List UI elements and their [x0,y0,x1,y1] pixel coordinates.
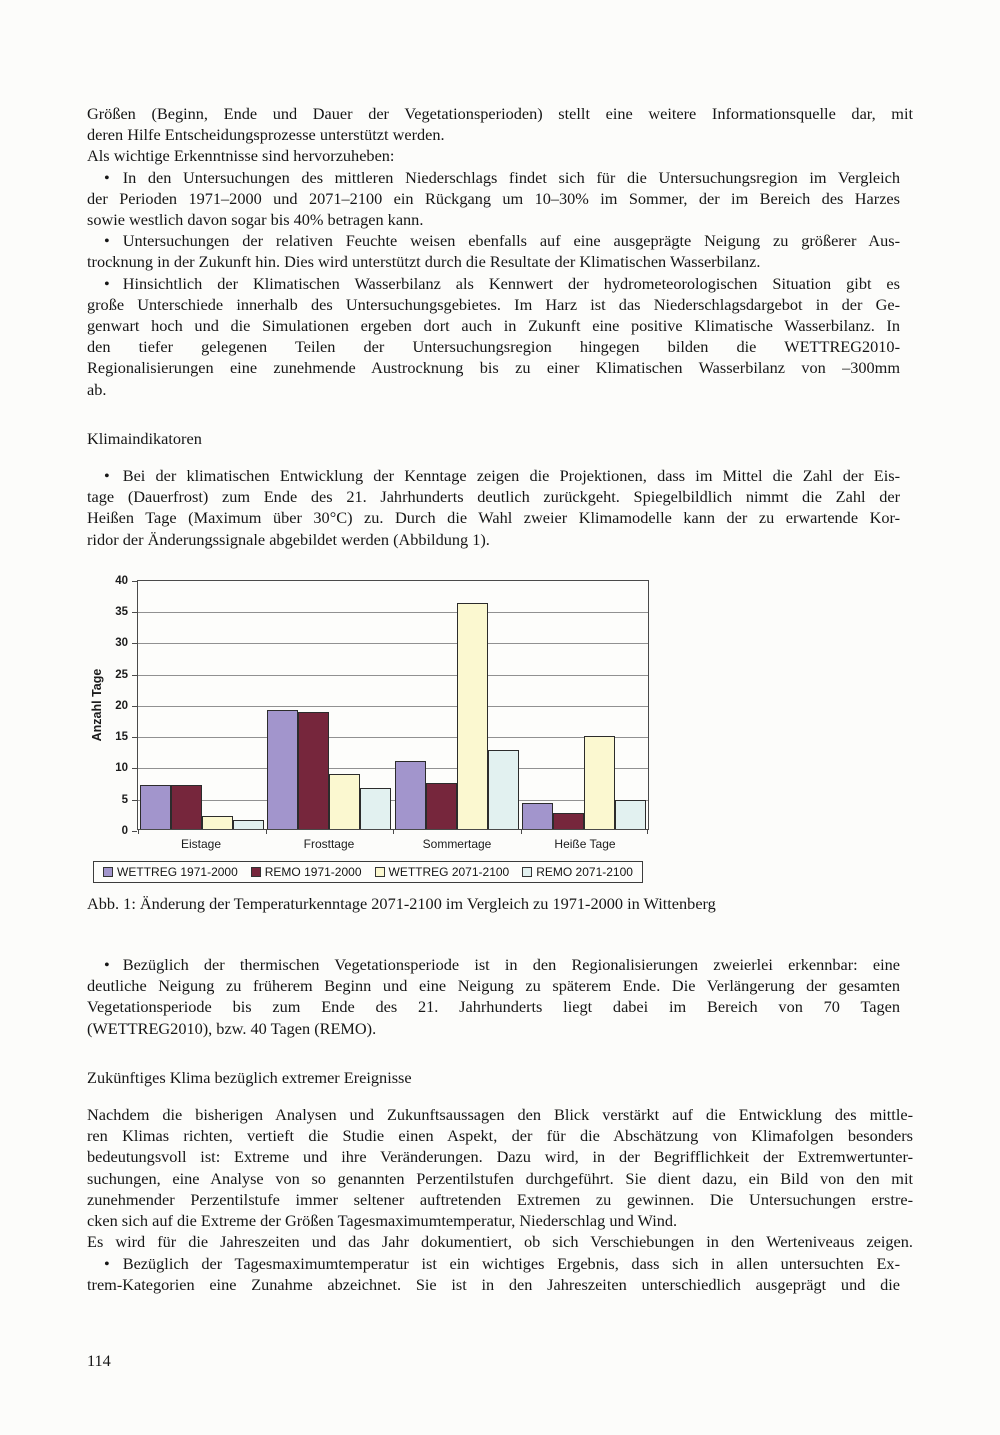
bullet-paragraph [87,167,913,231]
y-tick-label: 0 [121,824,128,837]
bar [171,785,202,829]
y-tick-label: 10 [115,762,128,775]
legend-label: REMO 1971-2000 [264,864,362,879]
bar [584,736,615,829]
plot-area [137,580,649,830]
x-tick-mark [647,829,648,834]
text-line: Regionalisierungen eine zunehmende Austrocknung bis zu einer Klimatischen Wasserbilanz von –300mm [87,358,900,378]
chart-plot-area-wrapper [87,574,649,837]
y-tick-label: 20 [115,699,128,712]
bar-group-4 [521,581,649,829]
text-line: • Bei der klimatischen Entwicklung der Kenntage zeigen die Projektionen, dass im Mittel die Zahl der Eis- [104,466,900,486]
text-line: Als wichtige Erkenntnisse sind hervorzuheben: [87,146,395,166]
x-tick-mark [138,829,139,834]
legend-label: WETTREG 2071-2100 [388,864,510,879]
paragraph [87,1231,913,1252]
text-line: Es wird für die Jahreszeiten und das Jahr dokumentiert, ob sich Verschiebungen in den Werteniveaus zeigen. [87,1232,913,1252]
y-axis [107,574,137,837]
bar-groups [138,581,648,829]
text-section-bottom [87,954,913,1295]
bullet-paragraph [87,273,913,400]
legend-item [103,865,238,879]
text-line: bedeutungsvoll ist: Extreme und ihre Veränderungen. Dazu wird, in der Begrifflichkeit der Extremwertunter- [87,1147,913,1167]
text-line: Nachdem die bisherigen Analysen und Zukunftsaussagen den Blick verstärkt auf die Entwicklung des mittle- [87,1105,913,1125]
y-tick-label: 5 [121,793,128,806]
paragraph [87,1104,913,1231]
text-line: ren Klimas richten, vertieft die Studie einen Aspekt, der für die Abschätzung von Klimafolgen besonders [87,1126,913,1146]
text-line: ridor der Änderungssignale abgebildet werden (Abbildung 1). [87,529,490,549]
text-line: deutliche Neigung zu früherem Beginn und eine Neigung zu späterem Ende. Die Verlängerung der gesamten [87,976,900,996]
text-line: Heißen Tage (Maximum über 30°C) zu. Durch die Wahl zweier Klimamodelle kann der zu erwartende Kor- [87,508,900,528]
text-line: suchungen, eine Analyse von so genannten Perzentilstufen durchgeführt. Sie dient dazu, ein Bild von den mit [87,1168,913,1188]
y-tick-label: 25 [115,668,128,681]
chart-legend [93,861,643,883]
bar-group-1 [138,581,266,829]
legend-item [522,865,633,879]
bullet-paragraph [87,230,913,272]
text-line: ab. [87,379,107,399]
x-category-label: Eistage [180,836,222,851]
x-category-label: Heiße Tage [554,836,616,851]
bullet-marker: • [104,167,110,187]
text-line: trem-Kategorien eine Zunahme abzeichnet. Sie ist in den Jahreszeiten unterschiedlich ausgeprägt und die [87,1274,900,1294]
x-category-label: Sommertage [422,836,492,851]
text-line: zunehmender Perzentilstufe immer seltener auftretenden Extremen zu gewinnen. Die Untersuchungen erstre- [87,1189,913,1209]
page-number: 114 [87,1351,111,1370]
text-line: (WETTREG2010), bzw. 40 Tagen (REMO). [87,1018,377,1038]
x-tick-mark [393,829,394,834]
bar [615,800,646,829]
legend-swatch [522,867,532,877]
bar [488,750,519,829]
bar [457,603,488,829]
legend-item [375,865,510,879]
y-axis-title [87,580,107,830]
bullet-marker: • [104,466,110,486]
bar [140,785,171,829]
bar [298,712,329,829]
y-axis-title-text: Anzahl Tage [90,668,104,742]
legend-item [251,865,362,879]
text-line: sowie westlich davon sogar bis 40% betragen kann. [87,210,424,230]
bar [360,788,391,829]
y-tick-label: 30 [115,637,128,650]
text-line: • Untersuchungen der relativen Feuchte weisen ebenfalls auf eine ausgeprägte Neigung zu größerer Aus- [104,231,900,251]
bullet-paragraph [87,465,913,550]
text-line: Vegetationsperiode bis zum Ende des 21. Jahrhunderts liegt dabei im Bereich von 70 Tagen [87,997,900,1017]
section-heading [87,428,913,449]
bar-group-2 [266,581,394,829]
legend-label: REMO 2071-2100 [536,864,633,879]
paragraph [87,145,913,166]
text-section-top [87,103,913,550]
figure-caption: Abb. 1: Änderung der Temperaturkenntage 2071-2100 im Vergleich zu 1971-2000 in Wittenberg [87,893,716,913]
temperature-kenntage-chart [87,574,649,883]
bullet-marker: • [104,1253,110,1273]
y-tick-label: 35 [115,606,128,619]
y-tick-label: 40 [115,574,128,587]
text-line: cken sich auf die Extreme der Größen Tagesmaximumtemperatur, Niederschlag und Wind. [87,1211,678,1231]
bullet-paragraph [87,1253,913,1295]
bullet-marker: • [104,273,110,293]
text-line: • In den Untersuchungen des mittleren Niederschlags findet sich für die Untersuchungsregion im Vergleich [104,167,900,187]
x-category-label: Frosttage [303,836,355,851]
bar [553,813,584,829]
legend-label: WETTREG 1971-2000 [117,864,238,879]
text-line: deren Hilfe Entscheidungsprozesse unterstützt werden. [87,125,445,145]
y-tick-label: 15 [115,731,128,744]
bar [426,783,457,829]
text-line: der Perioden 1971–2000 und 2071–2100 ein Rückgang um 10–30% im Sommer, der im Bereich des Harzes [87,188,900,208]
text-line: den tiefer gelegenen Teilen der Untersuchungsregion hingegen bilden die WETTREG2010- [87,337,900,357]
text-line: • Bezüglich der Tagesmaximumtemperatur ist ein wichtiges Ergebnis, dass sich in allen untersuchten Ex- [104,1253,900,1273]
text-line: • Bezüglich der thermischen Vegetationsperiode ist in den Regionalisierungen zweierlei erkennbar: eine [104,955,900,975]
bullet-marker: • [104,231,110,251]
section-heading [87,1067,913,1088]
x-tick-mark [521,829,522,834]
x-tick-mark [266,829,267,834]
y-tick-mark [132,831,137,832]
legend-row [87,861,649,883]
bullet-paragraph [87,954,913,1039]
legend-swatch [251,867,261,877]
text-line: Größen (Beginn, Ende und Dauer der Vegetationsperioden) stellt eine weitere Informationsquelle dar, mit [87,104,913,123]
legend-swatch [375,867,385,877]
bar [522,803,553,829]
text-line: • Hinsichtlich der Klimatischen Wasserbilanz als Kennwert der hydrometeorologischen Situation gibt es [104,273,900,293]
bar [267,710,298,829]
bar [395,761,426,829]
bar [202,816,233,829]
bar-group-3 [393,581,521,829]
text-line: trocknung in der Zukunft hin. Dies wird unterstützt durch die Resultate der Klimatischen Wasserbilanz. [87,252,761,272]
text-line: große Unterschiede innerhalb des Untersuchungsgebietes. Im Harz ist das Niederschlagsdargebot in der Ge- [87,294,900,314]
text-line: Zukünftiges Klima bezüglich extremer Ereignisse [87,1067,412,1087]
paragraph [87,103,913,145]
bar [329,774,360,829]
text-line: Klimaindikatoren [87,428,202,448]
bar [233,820,264,829]
text-line: genwart hoch und die Simulationen ergeben dort auch in Zukunft eine positive Klimatische Wasserbilanz. In [87,316,900,336]
text-line: tage (Dauerfrost) zum Ende des 21. Jahrhunderts deutlich zurückgeht. Spiegelbildlich nimmt die Zahl der [87,487,900,507]
bullet-marker: • [104,955,110,975]
legend-swatch [103,867,113,877]
